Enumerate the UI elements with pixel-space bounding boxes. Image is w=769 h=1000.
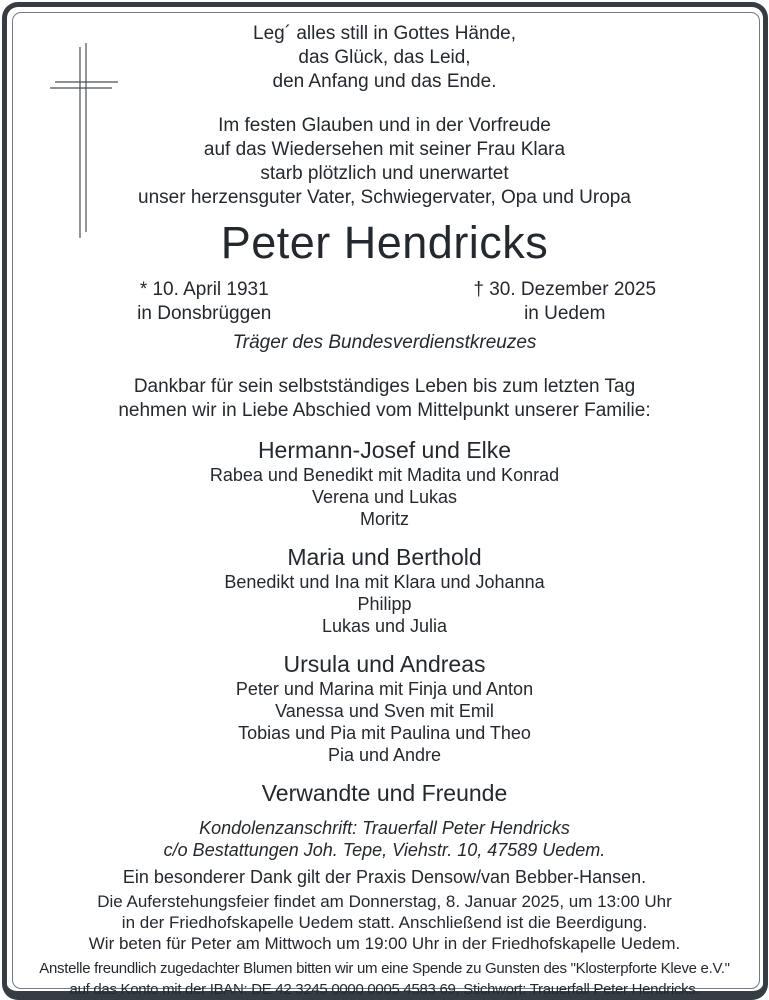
poem-line: das Glück, das Leid, [298, 47, 471, 68]
family-group-heading: Ursula und Andreas [283, 651, 486, 677]
family-group [24, 436, 745, 530]
member-line: Benedikt und Ina mit Klara und Johanna [224, 572, 545, 592]
service-info [24, 891, 745, 954]
service-line: in der Friedhofskapelle Uedem statt. Anschließend ist die Beerdigung. [121, 913, 648, 932]
member-line: Moritz [360, 509, 409, 529]
notice-content [24, 14, 745, 1000]
donation-info [24, 958, 745, 1000]
family-group-heading: Hermann-Josef und Elke [257, 437, 512, 463]
birth-place-line: in Donsbrüggen [137, 303, 272, 324]
birth-date [24, 278, 385, 326]
member-line: Pia und Andre [327, 745, 442, 765]
deceased-name: Peter Hendricks [220, 217, 549, 268]
donation-line: Anstelle freundlich zugedachter Blumen bitten wir um eine Spende zu Gunsten des "Klosterpforte Kleve e.V." [39, 960, 730, 977]
epigraph [24, 22, 745, 94]
intro-line: unser herzensguter Vater, Schwiegervater, Opa und Uropa [138, 187, 631, 208]
condolence-line: Kondolenzanschrift: Trauerfall Peter Hendricks [199, 818, 570, 838]
member-line: Verena und Lukas [311, 487, 458, 507]
family-group [24, 650, 745, 766]
service-line: Die Auferstehungsfeier findet am Donnerstag, 8. Januar 2025, um 13:00 Uhr [97, 892, 672, 911]
member-line: Peter und Marina mit Finja und Anton [235, 679, 534, 699]
honor-title: Träger des Bundesverdienstkreuzes [232, 332, 537, 353]
member-line: Tobias und Pia mit Paulina und Theo [238, 723, 531, 743]
intro-line: starb plötzlich und unerwartet [260, 163, 509, 184]
farewell-line: nehmen wir in Liebe Abschied vom Mittelpunkt unserer Familie: [118, 400, 651, 421]
condolence-address [24, 817, 745, 861]
family-group [24, 543, 745, 637]
announcement-text [24, 114, 745, 210]
condolence-line: c/o Bestattungen Joh. Tepe, Viehstr. 10, 47589 Uedem. [163, 840, 606, 860]
donation-line: auf das Konto mit der IBAN: DE 42 3245 0000 0005 4583 69, Stichwort: Trauerfall Peter Hendricks. [69, 981, 700, 998]
death-date-line: † 30. Dezember 2025 [473, 279, 657, 300]
farewell-line: Dankbar für sein selbstständiges Leben bis zum letzten Tag [133, 376, 636, 397]
life-dates [24, 278, 745, 326]
death-date [385, 278, 746, 326]
member-line: Philipp [357, 594, 412, 614]
service-line: Wir beten für Peter am Mittwoch um 19:00 Uhr in der Friedhofskapelle Uedem. [88, 934, 681, 953]
family-group-members [24, 678, 745, 766]
family-group-members [24, 571, 745, 637]
farewell-text [24, 375, 745, 423]
thanks-text: Ein besonderer Dank gilt der Praxis Densow/van Bebber-Hansen. [122, 867, 647, 887]
family-group-heading: Maria und Berthold [287, 544, 482, 570]
intro-line: Im festen Glauben und in der Vorfreude [218, 115, 551, 136]
member-line: Vanessa und Sven mit Emil [275, 701, 494, 721]
family-group-heading: Verwandte und Freunde [261, 780, 508, 806]
family-group [24, 779, 745, 807]
birth-date-line: * 10. April 1931 [139, 279, 269, 300]
poem-line: den Anfang und das Ende. [272, 71, 497, 92]
poem-line: Leg´ alles still in Gottes Hände, [253, 23, 516, 44]
death-place-line: in Uedem [524, 303, 606, 324]
member-line: Rabea und Benedikt mit Madita und Konrad [209, 465, 560, 485]
member-line: Lukas und Julia [321, 616, 448, 636]
intro-line: auf das Wiedersehen mit seiner Frau Klara [203, 139, 566, 160]
family-group-members [24, 464, 745, 530]
